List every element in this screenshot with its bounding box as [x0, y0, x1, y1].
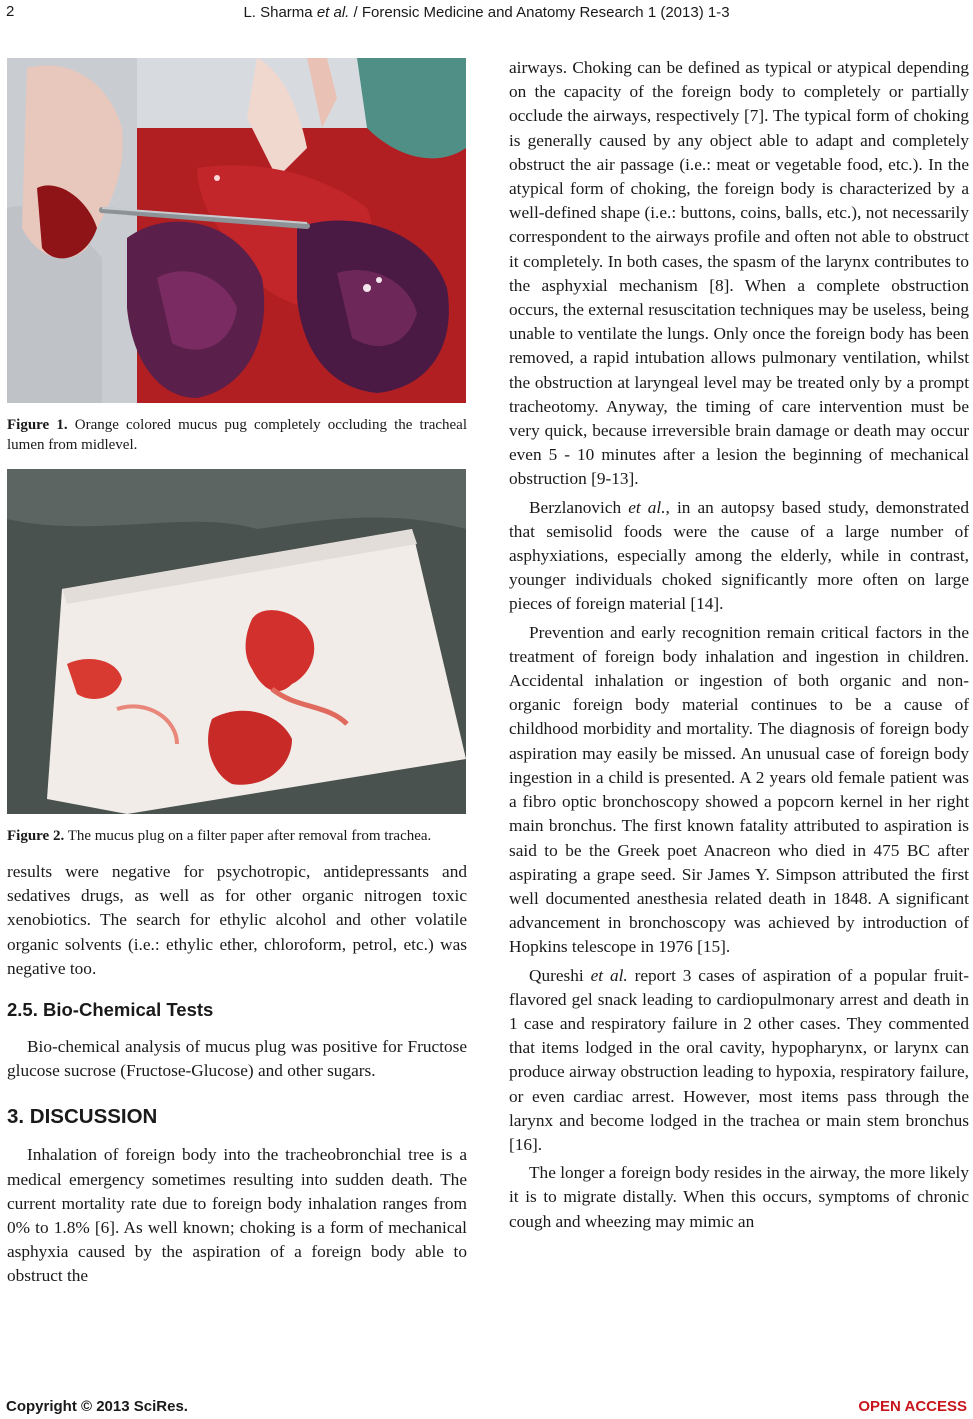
figure-1-image [7, 58, 466, 403]
figure-2-image [7, 469, 466, 814]
author-berzlanovich: Berzlanovich [529, 497, 629, 517]
right-column [509, 58, 969, 1234]
header-authors: L. Sharma [243, 4, 317, 21]
paragraph-choking: airways. Choking can be defined as typical or atypical depending on the capacity of the foreign body to completely or partially occlude the airways, respectively [7]. The typical form of choking is generally caused by any object able to adapt and completely obstruct the air passage (i.e.: meat or vegetable food, etc.). In the atypical form of choking, the foreign body is characterized by a well-defined shape (i.e.: buttons, coins, balls, etc.), not necessarily correspondent to the airways profile and often not able to obstruct it completely. In both cases, the spasm of the larynx contributes to the asphyxial mechanism [8]. When a complete obstruction occurs, the external resuscitation techniques may be useless, being unable to ventilate the lungs. Only once the foreign body has been removed, a rapid intubation allows pulmonary ventilation, whilst the obstruction at laryngeal level may be treated only by a prompt tracheotomy. Anyway, the timing of care intervention must be very quick, because irreversible brain damage or death may occur even 5 - 10 minutes after a lesion the beginning of mechanical obstruction [9-13]. [509, 58, 969, 489]
author-qureshi: Qureshi [529, 965, 591, 985]
paragraph-migration: The longer a foreign body resides in the airway, the more likely it is to migrate distally. When this occurs, symptoms of chronic cough and wheezing may mimic an [509, 1163, 969, 1231]
figure-2-caption [7, 826, 467, 846]
paragraph-berzlanovich [509, 496, 969, 617]
paragraph-qureshi [509, 964, 969, 1158]
heading-discussion: 3. DISCUSSION [7, 1105, 158, 1129]
figure-2-caption-text: The mucus plug on a filter paper after removal from trachea. [64, 828, 432, 844]
footer-copyright: Copyright © 2013 SciRes. [6, 1398, 188, 1415]
paragraph-results: results were negative for psychotropic, antidepressants and sedatives drugs, as well as for other organic nitrogen toxic xenobiotics. The search for ethylic alcohol and other volatile organic solvents (i.e.: ethylic ether, chloroform, petrol, etc.) was negative too. [7, 862, 467, 978]
paragraph-biochemical: Bio-chemical analysis of mucus plug was positive for Fructose glucose sucrose (Fructose-Glucose) and other sugars. [7, 1037, 467, 1081]
autopsy-photo [7, 58, 466, 403]
footer-open-access: OPEN ACCESS [858, 1398, 967, 1415]
left-column [7, 58, 467, 1289]
berzlanovich-text: , in an autopsy based study, demonstrated that semisolid foods were the cause of a large number of asphyxiations, especially among the elderly, while in contrast, younger individuals choked significantly more often on large pieces of foreign material [14]. [509, 497, 969, 614]
header-journal: / Forensic Medicine and Anatomy Research 1 (2013) 1-3 [349, 4, 730, 21]
etal-qureshi: et al. [590, 965, 628, 985]
running-header [0, 4, 973, 21]
figure-1-label: Figure 1. [7, 417, 68, 433]
figure-2-label: Figure 2. [7, 828, 65, 844]
header-etal: et al. [316, 4, 350, 21]
figure-1-caption-text: Orange colored mucus pug completely occluding the tracheal lumen from midlevel. [7, 417, 468, 453]
heading-biochemical-tests: 2.5. Bio-Chemical Tests [7, 999, 214, 1021]
qureshi-text: report 3 cases of aspiration of a popular fruit-flavored gel snack leading to cardiopulmonary arrest and death in 1 case and respiratory failure in 2 other cases. They commented that items lodged in the oral cavity, hypopharynx, or larynx can produce airway obstruction leading to hypoxia, respiratory failure, or even cardiac arrest. However, most items pass through the larynx and become lodged in the trachea or main stem bronchus [16]. [509, 965, 969, 1154]
paragraph-prevention: Prevention and early recognition remain critical factors in the treatment of foreign body inhalation and ingestion in children. Accidental inhalation or ingestion of both organic and non-organic foreign body material continues to be a cause of childhood morbidity and mortality. The diagnosis of foreign body aspiration may easily be missed. An unusual case of foreign body ingestion in a child is presented. A 2 years old female patient was a fibro optic bronchoscopy showed a popcorn kernel in her right main bronchus. The first known fatality attributed to aspiration is said to be the Greek poet Anacreon who died in 475 BC after aspirating a grape seed. Sir James Y. Simpson attributed the first well documented anesthesia related death in 1848. A significant advancement in bronchoscopy was achieved by introduction of Hopkins telescope in 1976 [15]. [509, 622, 969, 957]
etal-berzlanovich: et al. [628, 497, 666, 517]
filter-paper-photo [7, 469, 466, 814]
page-number: 2 [6, 3, 15, 20]
figure-1-caption [7, 415, 467, 455]
paragraph-discussion: Inhalation of foreign body into the tracheobronchial tree is a medical emergency sometimes resulting into sudden death. The current mortality rate due to foreign body inhalation ranges from 0% to 1.8% [6]. As well known; choking is a form of mechanical asphyxia caused by the aspiration of a foreign body able to obstruct the [7, 1145, 467, 1286]
